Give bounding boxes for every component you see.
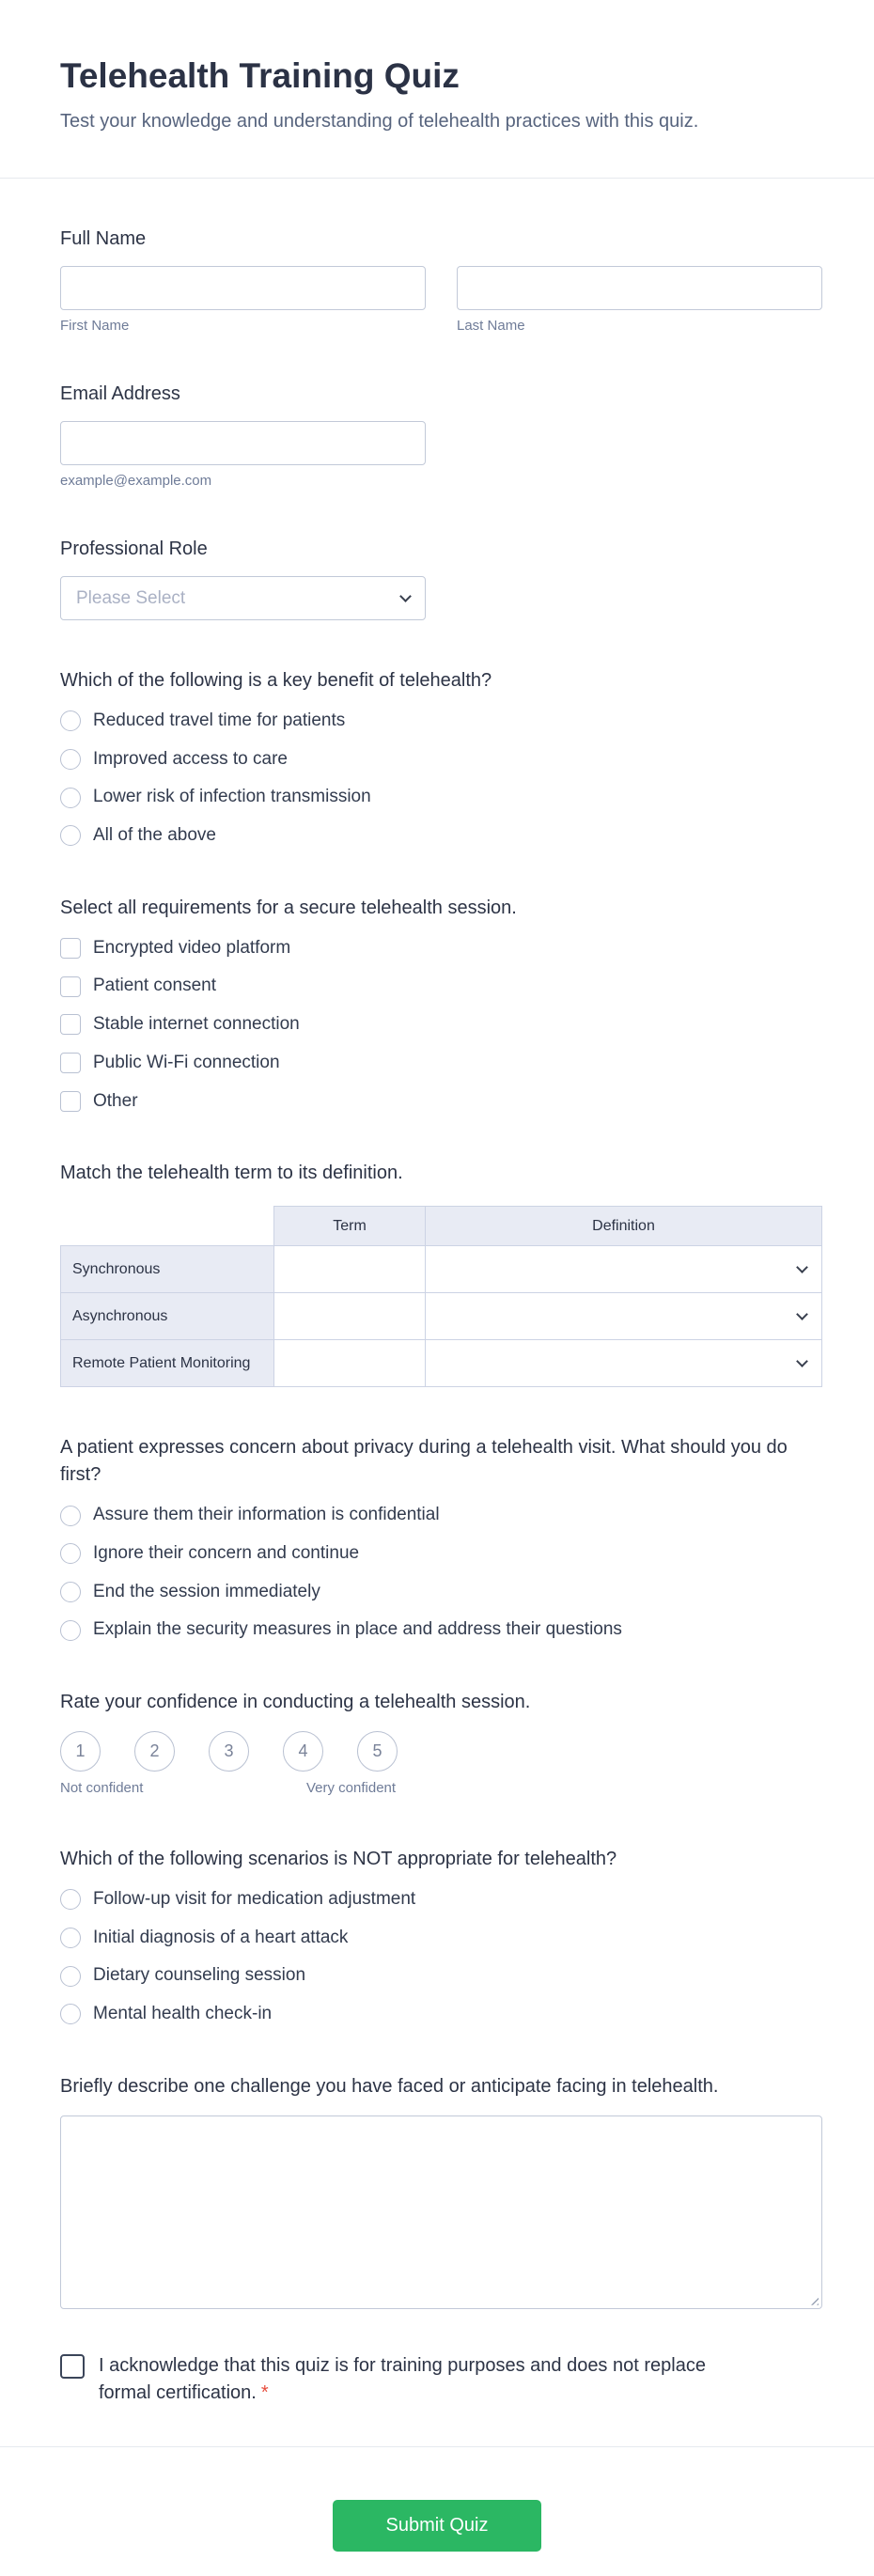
- question-confidence: [60, 1689, 822, 1799]
- radio-option[interactable]: [60, 748, 822, 772]
- radio-button[interactable]: [60, 1582, 81, 1602]
- acknowledge-label[interactable]: [99, 2352, 738, 2407]
- chevron-down-icon: [399, 590, 412, 602]
- challenge-textarea[interactable]: [60, 2115, 822, 2309]
- role-select[interactable]: [60, 576, 426, 620]
- question-label: Briefly describe one challenge you have faced or anticipate facing in telehealth.: [60, 2075, 719, 2097]
- question-scenario: [60, 1846, 822, 2026]
- scale-option-4[interactable]: 4: [283, 1731, 323, 1772]
- radio-option[interactable]: [60, 1542, 822, 1566]
- radio-button[interactable]: [60, 788, 81, 808]
- textarea-wrapper: [60, 2115, 822, 2309]
- acknowledge-label-text[interactable]: I acknowledge that this quiz is for training purposes and does not replace formal certification.: [99, 2354, 706, 2403]
- radio-option[interactable]: [60, 786, 822, 809]
- radio-option[interactable]: [60, 1618, 822, 1642]
- radio-option-label[interactable]: Assure them their information is confidential: [93, 1505, 440, 1525]
- submit-button[interactable]: Submit Quiz: [333, 2500, 541, 2552]
- email-input[interactable]: [60, 421, 426, 465]
- match-row-label: Remote Patient Monitoring: [61, 1340, 274, 1387]
- match-table-row: [61, 1293, 822, 1340]
- radio-option-label[interactable]: Initial diagnosis of a heart attack: [93, 1927, 349, 1947]
- checkbox-option-label[interactable]: Public Wi-Fi connection: [93, 1052, 280, 1072]
- match-table-column-header: Term: [274, 1207, 426, 1246]
- scale-option-2[interactable]: 2: [134, 1731, 175, 1772]
- radio-option-label[interactable]: Mental health check-in: [93, 2004, 273, 2023]
- question-label: A patient expresses concern about privacy during a telehealth visit. What should you do first?: [60, 1437, 788, 1486]
- radio-option[interactable]: [60, 1964, 822, 1988]
- checkbox-box[interactable]: [60, 976, 81, 997]
- radio-group: [60, 1504, 822, 1642]
- email-sublabel: example@example.com: [60, 473, 212, 489]
- match-definition-dropdown[interactable]: [426, 1293, 822, 1340]
- match-term-cell[interactable]: [274, 1293, 426, 1340]
- radio-option-label[interactable]: Reduced travel time for patients: [93, 710, 346, 730]
- radio-button[interactable]: [60, 825, 81, 846]
- scale-labels: [60, 1780, 822, 1799]
- checkbox-box[interactable]: [60, 1014, 81, 1035]
- checkbox-box[interactable]: [60, 938, 81, 959]
- form-body: [0, 226, 874, 2407]
- field-professional-role: [60, 536, 822, 620]
- radio-button[interactable]: [60, 1928, 81, 1948]
- radio-group: [60, 710, 822, 848]
- match-row-label: Synchronous: [61, 1246, 274, 1293]
- match-table: [60, 1206, 822, 1387]
- field-email: [60, 381, 822, 489]
- checkbox-box[interactable]: [60, 1053, 81, 1073]
- last-name-field: [457, 266, 822, 334]
- match-table-blank-cell: [61, 1207, 274, 1246]
- role-select-placeholder: Please Select: [76, 587, 186, 608]
- radio-button[interactable]: [60, 2004, 81, 2024]
- radio-button[interactable]: [60, 1506, 81, 1526]
- scale-option-5[interactable]: 5: [357, 1731, 398, 1772]
- last-name-input[interactable]: [457, 266, 822, 310]
- question-benefit: [60, 667, 822, 848]
- radio-option-label[interactable]: Explain the security measures in place and address their questions: [93, 1619, 622, 1640]
- radio-option-label[interactable]: Improved access to care: [93, 748, 288, 769]
- radio-option-label[interactable]: Dietary counseling session: [93, 1965, 306, 1986]
- question-requirements: [60, 895, 822, 1113]
- first-name-input[interactable]: [60, 266, 426, 310]
- radio-button[interactable]: [60, 1620, 81, 1641]
- match-table-row: [61, 1246, 822, 1293]
- acknowledge-row[interactable]: [60, 2352, 822, 2407]
- radio-group: [60, 1888, 822, 2026]
- form-header: [0, 0, 874, 179]
- radio-option-label[interactable]: End the session immediately: [93, 1581, 320, 1601]
- radio-button[interactable]: [60, 1889, 81, 1910]
- question-challenge: [60, 2073, 822, 2309]
- radio-option[interactable]: [60, 1581, 822, 1604]
- match-definition-dropdown[interactable]: [426, 1246, 822, 1293]
- checkbox-option[interactable]: [60, 1090, 822, 1114]
- scale-option-1[interactable]: 1: [60, 1731, 101, 1772]
- question-label: Select all requirements for a secure telehealth session.: [60, 897, 517, 918]
- radio-option-label[interactable]: Ignore their concern and continue: [93, 1542, 360, 1563]
- radio-option-label[interactable]: All of the above: [93, 825, 216, 846]
- match-term-cell[interactable]: [274, 1340, 426, 1387]
- match-term-cell[interactable]: [274, 1246, 426, 1293]
- radio-button[interactable]: [60, 710, 81, 731]
- radio-option[interactable]: [60, 1504, 822, 1527]
- checkbox-option-label[interactable]: Patient consent: [93, 976, 216, 996]
- scale-min-label: Not confident: [60, 1779, 144, 1796]
- acknowledge-checkbox[interactable]: [60, 2354, 85, 2379]
- first-name-field: [60, 266, 426, 334]
- question-label: Match the telehealth term to its definition.: [60, 1163, 403, 1184]
- checkbox-option-label[interactable]: Stable internet connection: [93, 1014, 300, 1035]
- radio-option[interactable]: [60, 1888, 822, 1912]
- checkbox-option[interactable]: [60, 1013, 822, 1037]
- checkbox-option[interactable]: [60, 975, 822, 998]
- last-name-sublabel: Last Name: [457, 318, 525, 334]
- radio-option-label[interactable]: Follow-up visit for medication adjustment: [93, 1888, 416, 1909]
- role-label: Professional Role: [60, 539, 208, 559]
- match-table-row: [61, 1340, 822, 1387]
- checkbox-box[interactable]: [60, 1091, 81, 1112]
- radio-option[interactable]: [60, 824, 822, 848]
- first-name-sublabel: First Name: [60, 318, 130, 334]
- radio-button[interactable]: [60, 1966, 81, 1987]
- chevron-down-icon: [796, 1308, 808, 1320]
- chevron-down-icon: [796, 1261, 808, 1273]
- question-label: Rate your confidence in conducting a telehealth session.: [60, 1691, 531, 1712]
- question-privacy: [60, 1434, 822, 1642]
- match-table-header-row: [61, 1207, 822, 1246]
- question-label: Which of the following is a key benefit of telehealth?: [60, 670, 492, 691]
- checkbox-group: [60, 937, 822, 1113]
- checkbox-option[interactable]: [60, 937, 822, 960]
- checkbox-option-label[interactable]: Other: [93, 1090, 138, 1111]
- radio-button[interactable]: [60, 749, 81, 770]
- field-full-name: [60, 226, 822, 334]
- radio-button[interactable]: [60, 1543, 81, 1564]
- chevron-down-icon: [796, 1355, 808, 1367]
- form-footer: [0, 2447, 874, 2576]
- match-table-column-header: Definition: [426, 1207, 822, 1246]
- form-subtitle: Test your knowledge and understanding of telehealth practices with this quiz.: [60, 111, 699, 132]
- scale-max-label: Very confident: [306, 1779, 397, 1796]
- radio-option[interactable]: [60, 1927, 822, 1950]
- match-definition-dropdown[interactable]: [426, 1340, 822, 1387]
- rating-scale: [60, 1731, 822, 1772]
- checkbox-option[interactable]: [60, 1052, 822, 1075]
- email-label: Email Address: [60, 383, 180, 404]
- required-asterisk: *: [260, 2381, 269, 2403]
- scale-option-3[interactable]: 3: [209, 1731, 249, 1772]
- full-name-label: Full Name: [60, 228, 147, 249]
- checkbox-option-label[interactable]: Encrypted video platform: [93, 937, 291, 958]
- question-label: Which of the following scenarios is NOT appropriate for telehealth?: [60, 1848, 617, 1869]
- question-match: [60, 1160, 822, 1387]
- form-title: Telehealth Training Quiz: [60, 56, 460, 95]
- radio-option[interactable]: [60, 2003, 822, 2026]
- radio-option-label[interactable]: Lower risk of infection transmission: [93, 787, 371, 807]
- radio-option[interactable]: [60, 710, 822, 733]
- name-row: [60, 266, 822, 334]
- match-row-label: Asynchronous: [61, 1293, 274, 1340]
